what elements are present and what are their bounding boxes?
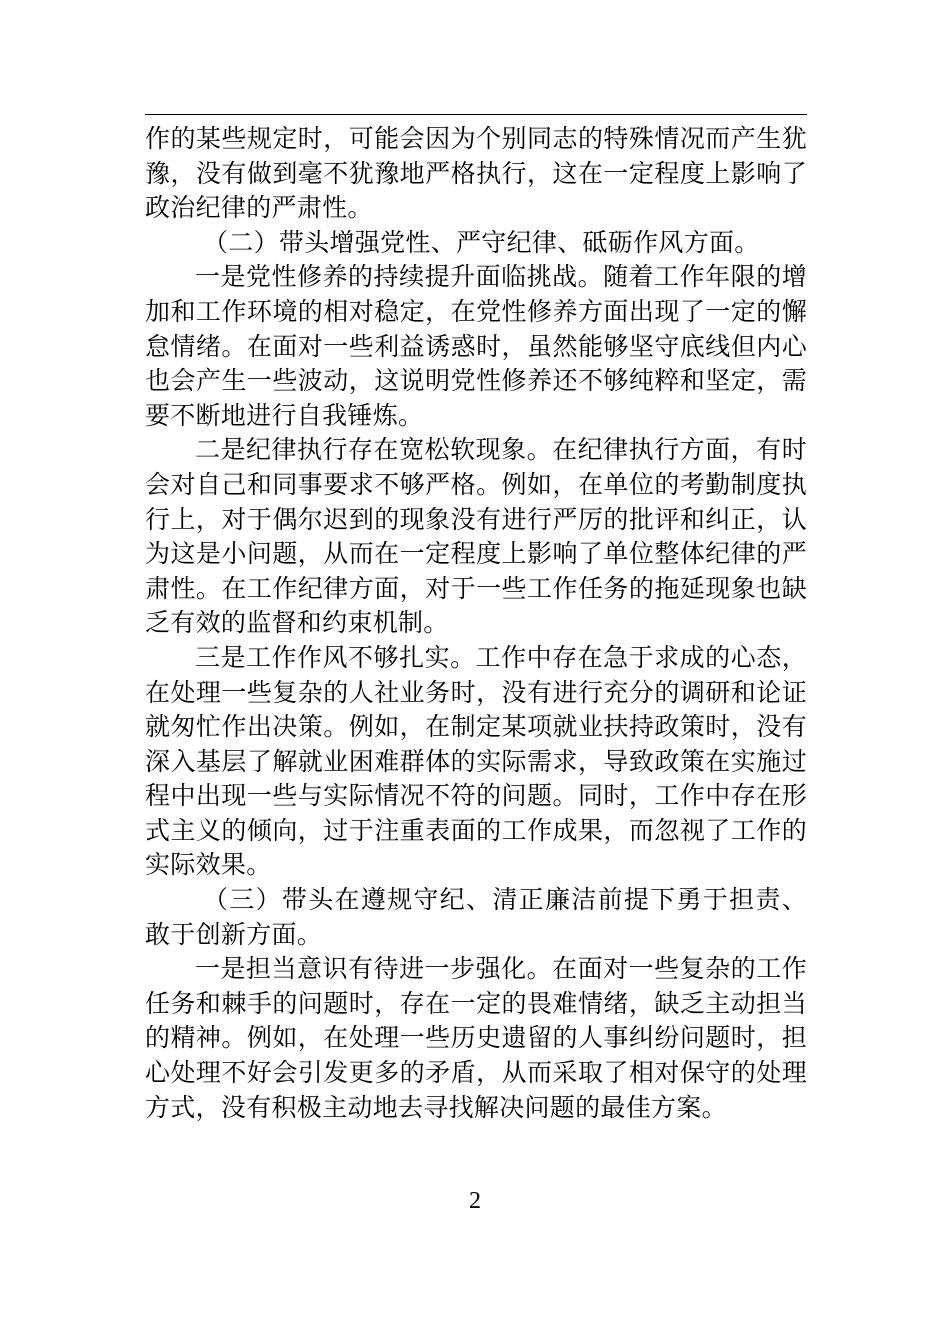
paragraph-work-style: 三是工作作风不够扎实。工作中存在急于求成的心态，在处理一些复杂的人社业务时，没有进行充分的调研和论证就匆忙作出决策。例如，在制定某项就业扶持政策时，没有深入基层了解就业困难群体的实际需求，导致政策在实施过程中出现一些与实际情况不符的问题。同时，工作中存在形式主义的倾向，过于注重表面的工作成果，而忽视了工作的实际效果。 bbox=[145, 642, 807, 880]
section-heading-3: （三）带头在遵规守纪、清正廉洁前提下勇于担责、敢于创新方面。 bbox=[145, 885, 807, 949]
section-heading-2: （二）带头增强党性、严守纪律、砥砺作风方面。 bbox=[203, 227, 760, 257]
paragraph-responsibility: 一是担当意识有待进一步强化。在面对一些复杂的工作任务和棘手的问题时，存在一定的畏难情绪，缺乏主动担当的精神。例如，在处理一些历史遗留的人事纠纷问题时，担心处理不好会引发更多的矛盾，从而采取了相对保守的处理方式，没有积极主动地去寻找解决问题的最佳方案。 bbox=[145, 954, 807, 1122]
paragraph-discipline: 二是纪律执行存在宽松软现象。在纪律执行方面，有时会对自己和同事要求不够严格。例如，在单位的考勤制度执行上，对于偶尔迟到的现象没有进行严厉的批评和纠正，认为这是小问题，从而在一定程度上影响了单位整体纪律的严肃性。在工作纪律方面，对于一些工作任务的拖延现象也缺乏有效的监督和约束机制。 bbox=[145, 435, 807, 638]
paragraph-continuation: 作的某些规定时，可能会因为个别同志的特殊情况而产生犹豫，没有做到毫不犹豫地严格执行，这在一定程度上影响了政治纪律的严肃性。 bbox=[145, 124, 807, 223]
header-rule bbox=[145, 114, 807, 115]
page-number: 2 bbox=[469, 1188, 481, 1214]
document-body bbox=[145, 122, 807, 1125]
paragraph-party-spirit: 一是党性修养的持续提升面临挑战。随着工作年限的增加和工作环境的相对稳定，在党性修养方面出现了一定的懈怠情绪。在面对一些利益诱惑时，虽然能够坚守底线但内心也会产生一些波动，这说明党性修养还不够纯粹和坚定，需要不断地进行自我锤炼。 bbox=[145, 262, 807, 430]
